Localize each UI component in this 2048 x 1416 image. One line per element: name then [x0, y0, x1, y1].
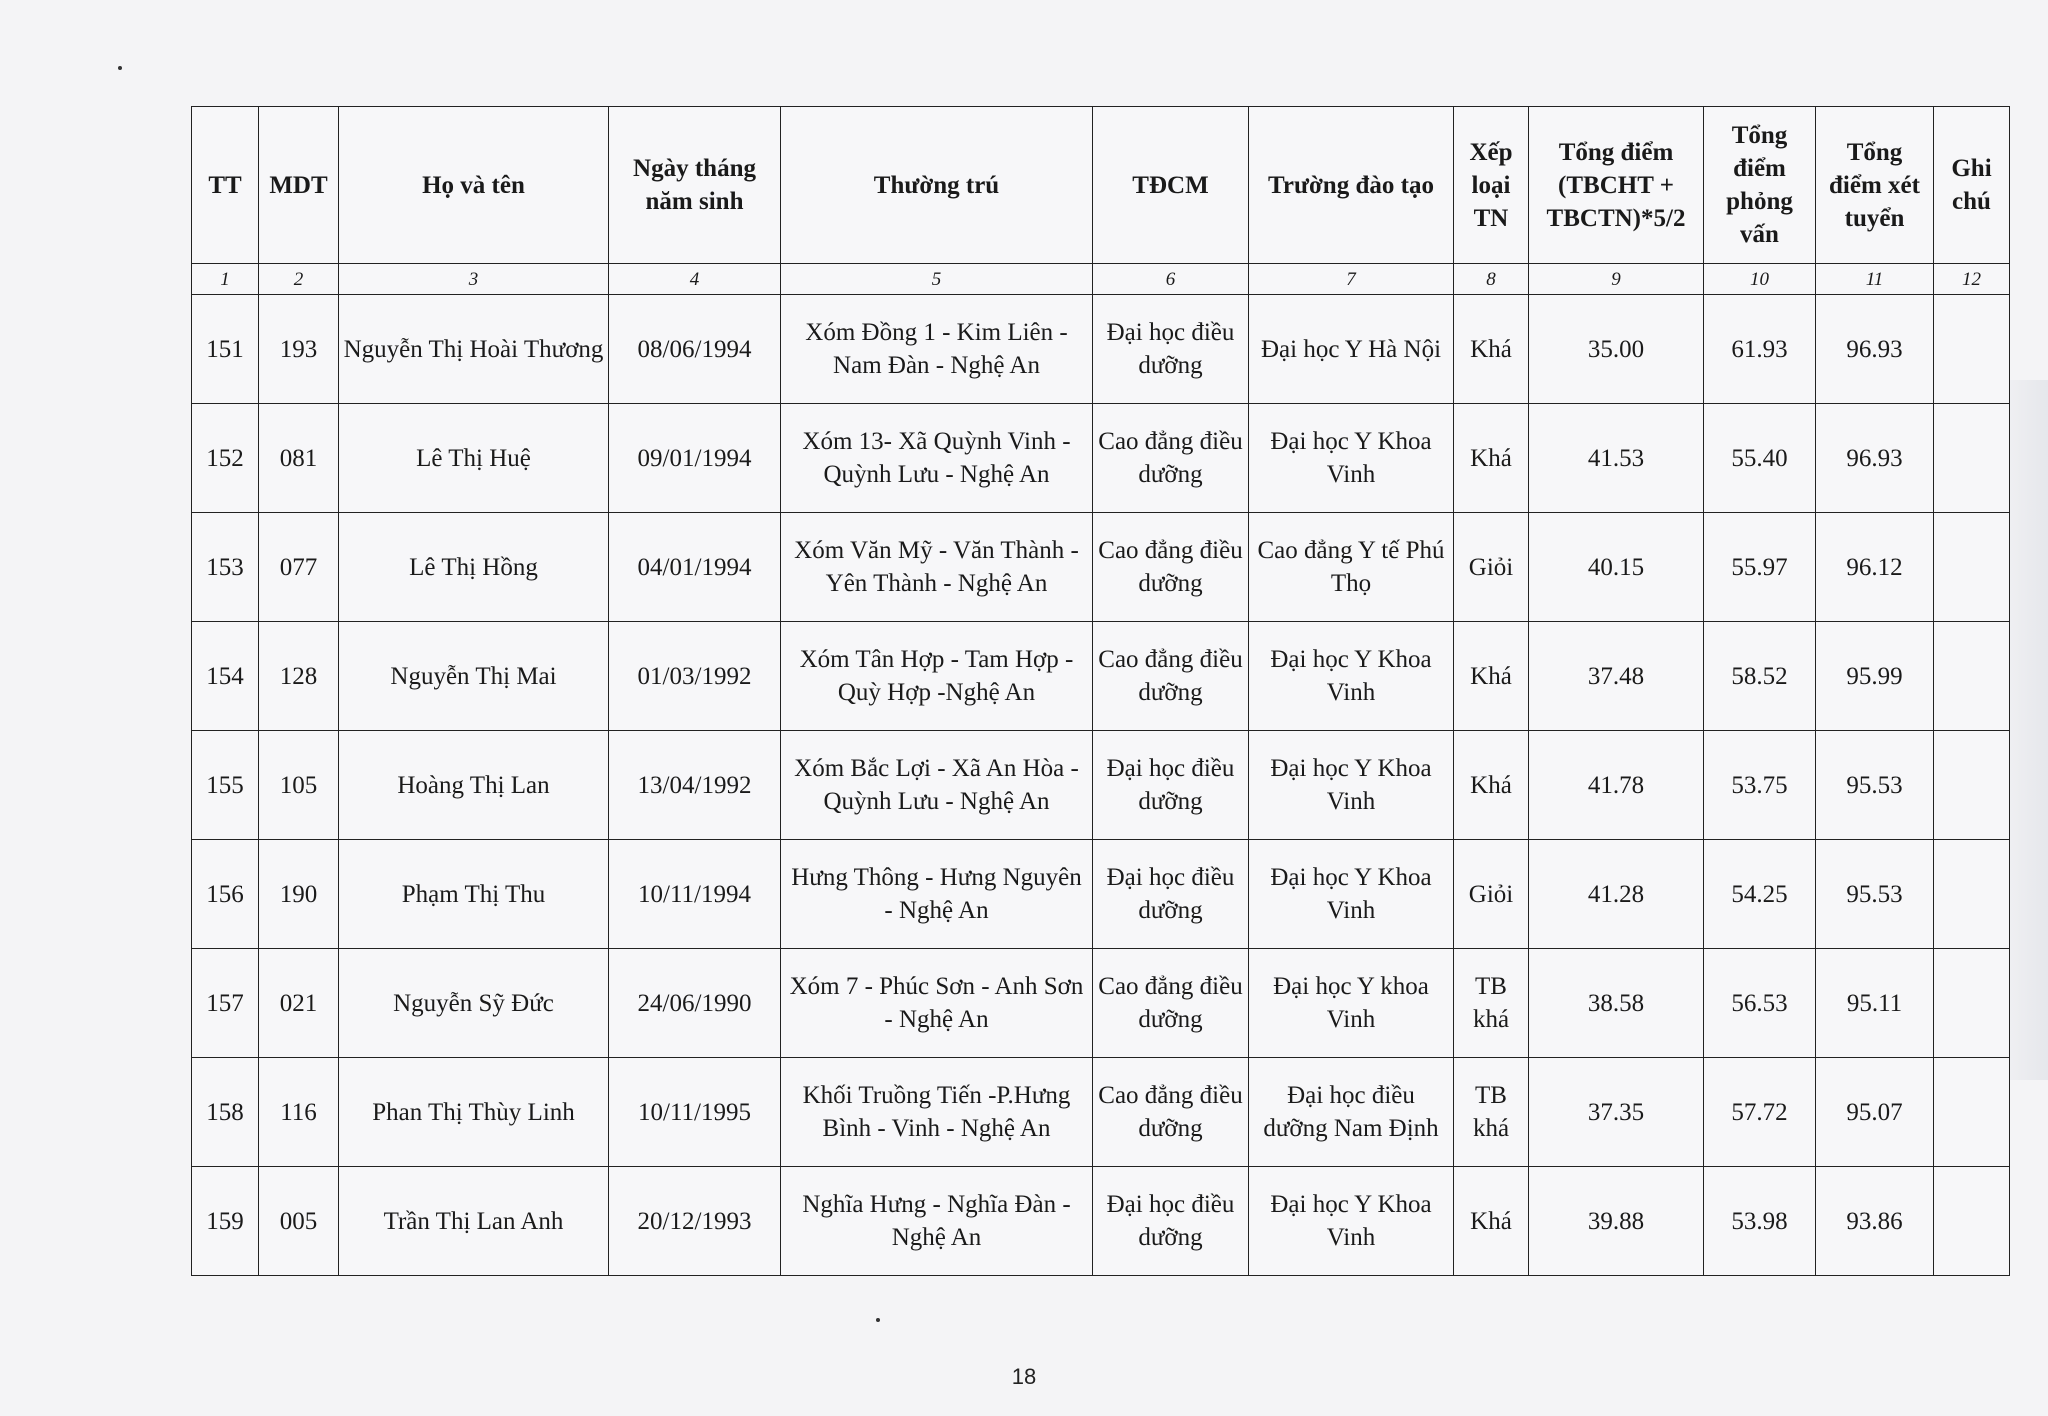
cell-admission: 95.99 [1816, 622, 1934, 731]
cell-mdt: 128 [259, 622, 339, 731]
cell-grade: TB khá [1454, 949, 1529, 1058]
cell-tdcm: Cao đẳng điều dưỡng [1093, 1058, 1249, 1167]
scan-speck [876, 1318, 880, 1322]
cell-total-score: 41.28 [1529, 840, 1704, 949]
cell-school: Đại học Y Khoa Vinh [1249, 1167, 1454, 1276]
cell-dob: 09/01/1994 [609, 404, 781, 513]
cell-interview: 53.98 [1704, 1167, 1816, 1276]
cell-mdt: 190 [259, 840, 339, 949]
table-row [192, 949, 2010, 1058]
cell-interview: 54.25 [1704, 840, 1816, 949]
cell-tdcm: Cao đẳng điều dưỡng [1093, 949, 1249, 1058]
cell-interview: 61.93 [1704, 295, 1816, 404]
cell-tdcm: Cao đẳng điều dưỡng [1093, 622, 1249, 731]
cell-dob: 10/11/1994 [609, 840, 781, 949]
cell-note [1934, 949, 2010, 1058]
cell-address: Xóm 7 - Phúc Sơn - Anh Sơn - Nghệ An [781, 949, 1093, 1058]
cell-name: Hoàng Thị Lan [339, 731, 609, 840]
cell-admission: 96.93 [1816, 295, 1934, 404]
cell-total-score: 35.00 [1529, 295, 1704, 404]
header-dob: Ngày tháng năm sinh [609, 107, 781, 264]
cell-total-score: 39.88 [1529, 1167, 1704, 1276]
cell-dob: 08/06/1994 [609, 295, 781, 404]
cell-note [1934, 622, 2010, 731]
cell-admission: 96.93 [1816, 404, 1934, 513]
cell-tt: 151 [192, 295, 259, 404]
column-number: 10 [1704, 264, 1816, 295]
table-row [192, 731, 2010, 840]
column-number: 5 [781, 264, 1093, 295]
cell-note [1934, 404, 2010, 513]
header-total-score: Tổng điểm (TBCHT + TBCTN)*5/2 [1529, 107, 1704, 264]
cell-grade: Khá [1454, 404, 1529, 513]
cell-mdt: 077 [259, 513, 339, 622]
cell-admission: 96.12 [1816, 513, 1934, 622]
cell-dob: 20/12/1993 [609, 1167, 781, 1276]
cell-total-score: 38.58 [1529, 949, 1704, 1058]
cell-tt: 159 [192, 1167, 259, 1276]
header-school: Trường đào tạo [1249, 107, 1454, 264]
cell-total-score: 41.53 [1529, 404, 1704, 513]
cell-tt: 154 [192, 622, 259, 731]
cell-interview: 55.40 [1704, 404, 1816, 513]
cell-tdcm: Cao đẳng điều dưỡng [1093, 513, 1249, 622]
cell-school: Cao đẳng Y tế Phú Thọ [1249, 513, 1454, 622]
column-number: 6 [1093, 264, 1249, 295]
header-interview: Tổng điểm phỏng vấn [1704, 107, 1816, 264]
cell-interview: 58.52 [1704, 622, 1816, 731]
cell-address: Nghĩa Hưng - Nghĩa Đàn - Nghệ An [781, 1167, 1093, 1276]
cell-grade: Giỏi [1454, 513, 1529, 622]
cell-tt: 157 [192, 949, 259, 1058]
cell-mdt: 005 [259, 1167, 339, 1276]
cell-school: Đại học Y Khoa Vinh [1249, 731, 1454, 840]
cell-tt: 155 [192, 731, 259, 840]
cell-admission: 93.86 [1816, 1167, 1934, 1276]
cell-address: Xóm Bắc Lợi - Xã An Hòa - Quỳnh Lưu - Nghệ An [781, 731, 1093, 840]
cell-tdcm: Đại học điều dưỡng [1093, 731, 1249, 840]
cell-tt: 152 [192, 404, 259, 513]
header-admission: Tổng điểm xét tuyển [1816, 107, 1934, 264]
column-number: 4 [609, 264, 781, 295]
cell-school: Đại học Y Khoa Vinh [1249, 840, 1454, 949]
cell-interview: 55.97 [1704, 513, 1816, 622]
cell-tt: 156 [192, 840, 259, 949]
cell-school: Đại học điều dưỡng Nam Định [1249, 1058, 1454, 1167]
cell-name: Nguyễn Thị Hoài Thương [339, 295, 609, 404]
cell-mdt: 105 [259, 731, 339, 840]
header-mdt: MDT [259, 107, 339, 264]
cell-school: Đại học Y khoa Vinh [1249, 949, 1454, 1058]
cell-tdcm: Đại học điều dưỡng [1093, 1167, 1249, 1276]
cell-tdcm: Đại học điều dưỡng [1093, 295, 1249, 404]
header-note: Ghi chú [1934, 107, 2010, 264]
table-row [192, 295, 2010, 404]
cell-dob: 24/06/1990 [609, 949, 781, 1058]
cell-note [1934, 731, 2010, 840]
column-number: 1 [192, 264, 259, 295]
cell-address: Hưng Thông - Hưng Nguyên - Nghệ An [781, 840, 1093, 949]
table-row [192, 513, 2010, 622]
cell-grade: TB khá [1454, 1058, 1529, 1167]
cell-admission: 95.53 [1816, 840, 1934, 949]
table-row [192, 622, 2010, 731]
cell-mdt: 021 [259, 949, 339, 1058]
cell-grade: Giỏi [1454, 840, 1529, 949]
cell-grade: Khá [1454, 622, 1529, 731]
cell-school: Đại học Y Khoa Vinh [1249, 622, 1454, 731]
table-row [192, 1058, 2010, 1167]
column-number: 3 [339, 264, 609, 295]
header-tdcm: TĐCM [1093, 107, 1249, 264]
page-number: 18 [1011, 1364, 1037, 1389]
cell-name: Phạm Thị Thu [339, 840, 609, 949]
column-number: 8 [1454, 264, 1529, 295]
table-row [192, 404, 2010, 513]
cell-address: Xóm 13- Xã Quỳnh Vinh - Quỳnh Lưu - Nghệ An [781, 404, 1093, 513]
cell-admission: 95.53 [1816, 731, 1934, 840]
header-address: Thường trú [781, 107, 1093, 264]
scan-speck [118, 66, 122, 70]
cell-dob: 10/11/1995 [609, 1058, 781, 1167]
table-row [192, 1167, 2010, 1276]
cell-tdcm: Đại học điều dưỡng [1093, 840, 1249, 949]
cell-name: Lê Thị Hồng [339, 513, 609, 622]
cell-tt: 158 [192, 1058, 259, 1167]
cell-address: Xóm Văn Mỹ - Văn Thành - Yên Thành - Nghệ An [781, 513, 1093, 622]
cell-admission: 95.11 [1816, 949, 1934, 1058]
cell-note [1934, 513, 2010, 622]
cell-grade: Khá [1454, 295, 1529, 404]
cell-dob: 13/04/1992 [609, 731, 781, 840]
cell-address: Khối Truồng Tiến -P.Hưng Bình - Vinh - Nghệ An [781, 1058, 1093, 1167]
cell-interview: 56.53 [1704, 949, 1816, 1058]
cell-note [1934, 1167, 2010, 1276]
column-number-row [192, 264, 2010, 295]
cell-dob: 04/01/1994 [609, 513, 781, 622]
header-tt: TT [192, 107, 259, 264]
cell-interview: 57.72 [1704, 1058, 1816, 1167]
cell-mdt: 193 [259, 295, 339, 404]
table-row [192, 840, 2010, 949]
cell-dob: 01/03/1992 [609, 622, 781, 731]
column-number: 11 [1816, 264, 1934, 295]
column-number: 7 [1249, 264, 1454, 295]
cell-note [1934, 840, 2010, 949]
cell-name: Lê Thị Huệ [339, 404, 609, 513]
cell-address: Xóm Tân Hợp - Tam Hợp - Quỳ Hợp -Nghệ An [781, 622, 1093, 731]
cell-note [1934, 295, 2010, 404]
cell-tt: 153 [192, 513, 259, 622]
cell-total-score: 41.78 [1529, 731, 1704, 840]
header-grade: Xếp loại TN [1454, 107, 1529, 264]
cell-name: Nguyễn Thị Mai [339, 622, 609, 731]
cell-school: Đại học Y Khoa Vinh [1249, 404, 1454, 513]
cell-name: Nguyễn Sỹ Đức [339, 949, 609, 1058]
cell-school: Đại học Y Hà Nội [1249, 295, 1454, 404]
cell-name: Phan Thị Thùy Linh [339, 1058, 609, 1167]
column-number: 9 [1529, 264, 1704, 295]
cell-note [1934, 1058, 2010, 1167]
cell-grade: Khá [1454, 731, 1529, 840]
cell-admission: 95.07 [1816, 1058, 1934, 1167]
cell-total-score: 37.35 [1529, 1058, 1704, 1167]
cell-total-score: 37.48 [1529, 622, 1704, 731]
cell-address: Xóm Đồng 1 - Kim Liên - Nam Đàn - Nghệ An [781, 295, 1093, 404]
cell-grade: Khá [1454, 1167, 1529, 1276]
column-number: 12 [1934, 264, 2010, 295]
header-name: Họ và tên [339, 107, 609, 264]
cell-name: Trần Thị Lan Anh [339, 1167, 609, 1276]
cell-total-score: 40.15 [1529, 513, 1704, 622]
cell-mdt: 081 [259, 404, 339, 513]
cell-mdt: 116 [259, 1058, 339, 1167]
cell-interview: 53.75 [1704, 731, 1816, 840]
column-number: 2 [259, 264, 339, 295]
candidate-table [191, 106, 2010, 1276]
cell-tdcm: Cao đẳng điều dưỡng [1093, 404, 1249, 513]
header-row [192, 107, 2010, 264]
